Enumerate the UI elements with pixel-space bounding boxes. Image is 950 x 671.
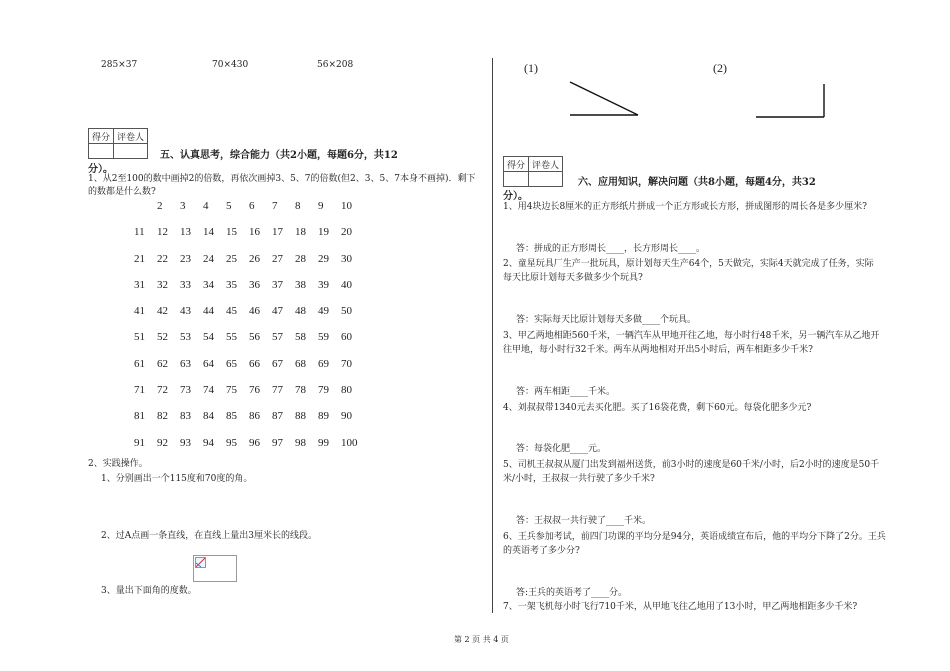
section5-q1-line1: 1、从2至100的数中画掉2的倍数，再依次画掉3、5、7的倍数(但2、3、5、7本身不画掉)．剩下 (88, 174, 476, 184)
grid-number[interactable]: 52 (157, 331, 168, 344)
grid-number[interactable]: 45 (226, 305, 237, 318)
section6-q7: 7、一架飞机每小时飞行710千米，从甲地飞往乙地用了13小时，甲乙两地相距多少千米? (503, 602, 858, 612)
grid-row (134, 253, 364, 279)
section6-q4: 4、刘叔叔带1340元去买化肥。买了16袋花费，剩下60元。每袋化肥多少元? (503, 403, 812, 413)
section6-title: 六、应用知识，解决问题（共8小题，每题4分，共32 (578, 177, 816, 188)
grid-number[interactable]: 17 (272, 226, 283, 239)
grid-number[interactable]: 82 (157, 410, 168, 423)
grid-number[interactable]: 41 (134, 305, 145, 318)
grid-row (134, 331, 364, 357)
grid-number[interactable]: 27 (272, 252, 283, 265)
grid-number[interactable]: 4 (203, 200, 209, 212)
grid-number[interactable]: 42 (157, 305, 168, 318)
grid-number[interactable]: 6 (249, 200, 255, 212)
section6-a6: 答:王兵的英语考了____分。 (516, 588, 628, 598)
page-footer: 第 2 页 共 4 页 (454, 635, 509, 644)
grid-empty-cell (134, 200, 157, 226)
grid-number[interactable]: 83 (180, 410, 191, 423)
section6-q6-line2: 的英语考了多少分? (503, 546, 580, 556)
grid-number[interactable]: 30 (341, 252, 352, 265)
grid-number[interactable]: 3 (180, 200, 186, 212)
section6-q6-line1: 6、王兵参加考试，前四门功课的平均分是94分，英语成绩宣布后，他的平均分下降了2分。王兵 (503, 532, 886, 542)
score-cell[interactable] (504, 172, 529, 187)
grid-number[interactable]: 50 (341, 305, 352, 318)
grid-number[interactable]: 85 (226, 410, 237, 423)
grid-number[interactable]: 55 (226, 331, 237, 344)
grid-number[interactable]: 54 (203, 331, 214, 344)
section6-q2-line1: 2、童星玩具厂生产一批玩具，原计划每天生产64个，5天做完，实际4天就完成了任务，实际 (503, 259, 874, 269)
grid-number[interactable]: 24 (203, 252, 214, 265)
grid-number[interactable]: 49 (318, 305, 329, 318)
grid-number[interactable]: 38 (295, 278, 306, 291)
number-grid (134, 200, 364, 463)
grid-number[interactable]: 79 (318, 384, 329, 397)
grid-number[interactable]: 25 (226, 252, 237, 265)
grid-number[interactable]: 9 (318, 200, 324, 212)
grid-number[interactable]: 51 (134, 331, 145, 344)
grid-row (134, 410, 364, 436)
grid-number[interactable]: 13 (180, 226, 191, 239)
grid-number[interactable]: 18 (295, 226, 306, 239)
angle-label-2: (2) (713, 61, 727, 75)
grid-number[interactable]: 68 (295, 357, 306, 370)
grader-label: 评卷人 (529, 157, 563, 172)
calc-item-3: 56×208 (317, 60, 354, 70)
section6-q3-line1: 3、甲乙两地相距560千米，一辆汽车从甲地开往乙地，每小时行48千米，另一辆汽车从乙地开 (503, 331, 880, 341)
grid-number[interactable]: 90 (341, 410, 352, 423)
calc-item-2: 70×430 (212, 60, 249, 70)
section5-q2-3: 3、量出下面角的度数。 (101, 586, 197, 596)
grid-number[interactable]: 12 (157, 226, 168, 239)
grid-number[interactable]: 5 (226, 200, 232, 212)
grid-number[interactable]: 33 (180, 278, 191, 291)
grid-number[interactable]: 47 (272, 305, 283, 318)
grid-number[interactable]: 48 (295, 305, 306, 318)
grid-row (134, 226, 364, 252)
grid-row (134, 305, 364, 331)
grid-number[interactable]: 66 (249, 357, 260, 370)
section5-title-cont: 分）。 (88, 164, 113, 175)
section5-q1-line2: 的数都是什么数? (88, 187, 156, 197)
grid-number[interactable]: 100 (341, 436, 358, 449)
section5-q2-2: 2、过A点画一条直线，在直线上量出3厘米长的线段。 (101, 531, 317, 541)
grid-number[interactable]: 8 (295, 200, 301, 212)
grid-number[interactable]: 56 (249, 331, 260, 344)
grid-number[interactable]: 32 (157, 278, 168, 291)
grid-number[interactable]: 7 (272, 200, 278, 212)
grid-number[interactable]: 37 (272, 278, 283, 291)
grid-number[interactable]: 65 (226, 357, 237, 370)
section6-q3-line2: 往甲地，每小时行32千米。两车从两地相对开出5小时后，两车相距多少千米? (503, 345, 814, 355)
grid-number[interactable]: 26 (249, 252, 260, 265)
grid-row (134, 200, 364, 226)
section6-a5: 答：王叔叔一共行驶了____千米。 (516, 516, 652, 526)
grid-number[interactable]: 88 (295, 410, 306, 423)
grid-number[interactable]: 97 (272, 436, 283, 449)
grid-number[interactable]: 28 (295, 252, 306, 265)
grid-number[interactable]: 96 (249, 436, 260, 449)
grid-number[interactable]: 69 (318, 357, 329, 370)
grid-number[interactable]: 10 (341, 200, 352, 212)
grid-number[interactable]: 70 (341, 357, 352, 370)
grid-number[interactable]: 76 (249, 384, 260, 397)
grid-number[interactable]: 95 (226, 436, 237, 449)
section5-title: 五、认真思考，综合能力（共2小题，每题6分，共12 (160, 150, 398, 161)
grid-number[interactable]: 99 (318, 436, 329, 449)
grid-number[interactable]: 15 (226, 226, 237, 239)
point-a-icon (195, 557, 207, 569)
grid-number[interactable]: 34 (203, 278, 214, 291)
grid-row (134, 279, 364, 305)
grid-number[interactable]: 80 (341, 384, 352, 397)
grid-number[interactable]: 74 (203, 384, 214, 397)
grid-number[interactable]: 2 (157, 200, 163, 212)
grid-number[interactable]: 91 (134, 436, 145, 449)
score-box-left (88, 128, 148, 159)
score-box-right (503, 156, 563, 187)
grid-number[interactable]: 46 (249, 305, 260, 318)
grid-number[interactable]: 84 (203, 410, 214, 423)
grid-number[interactable]: 31 (134, 278, 145, 291)
grid-number[interactable]: 73 (180, 384, 191, 397)
angle-label-1: (1) (524, 61, 538, 75)
grid-number[interactable]: 72 (157, 384, 168, 397)
section6-a1: 答：拼成的正方形周长____，长方形周长____。 (516, 244, 706, 254)
grid-number[interactable]: 87 (272, 410, 283, 423)
grid-number[interactable]: 60 (341, 331, 352, 344)
section6-q5-line1: 5、司机王叔叔从厦门出发到福州送货，前3小时的速度是60千米/小时，后2小时的速度是50千 (503, 460, 880, 470)
grid-number[interactable]: 71 (134, 384, 145, 397)
section6-q2-line2: 每天比原计划每天多做多少个玩具? (503, 273, 643, 283)
grid-number[interactable]: 43 (180, 305, 191, 318)
grid-number[interactable]: 75 (226, 384, 237, 397)
grid-number[interactable]: 21 (134, 252, 145, 265)
grid-number[interactable]: 44 (203, 305, 214, 318)
grid-number[interactable]: 20 (341, 226, 352, 239)
grid-number[interactable]: 16 (249, 226, 260, 239)
grid-number[interactable]: 61 (134, 357, 145, 370)
grid-number[interactable]: 63 (180, 357, 191, 370)
grid-number[interactable]: 19 (318, 226, 329, 239)
grid-number[interactable]: 53 (180, 331, 191, 344)
grid-number[interactable]: 58 (295, 331, 306, 344)
grid-number[interactable]: 39 (318, 278, 329, 291)
grid-number[interactable]: 35 (226, 278, 237, 291)
calc-item-1: 285×37 (101, 60, 138, 70)
grid-number[interactable]: 67 (272, 357, 283, 370)
grid-number[interactable]: 23 (180, 252, 191, 265)
grid-number[interactable]: 11 (134, 226, 145, 239)
grid-number[interactable]: 40 (341, 278, 352, 291)
grid-number[interactable]: 29 (318, 252, 329, 265)
grid-number[interactable]: 92 (157, 436, 168, 449)
grader-cell[interactable] (114, 144, 148, 159)
section6-a3: 答：两车相距____千米。 (516, 387, 616, 397)
grid-number[interactable]: 36 (249, 278, 260, 291)
grid-number[interactable]: 81 (134, 410, 145, 423)
grader-cell[interactable] (529, 172, 563, 187)
grid-row (134, 384, 364, 410)
section6-a4: 答：每袋化肥____元。 (516, 444, 607, 454)
grid-row (134, 437, 364, 463)
section5-q2: 2、实践操作。 (88, 459, 148, 469)
angle-figure-1 (568, 78, 640, 118)
grid-number[interactable]: 86 (249, 410, 260, 423)
grid-number[interactable]: 93 (180, 436, 191, 449)
grid-row (134, 358, 364, 384)
section6-q1: 1、用4块边长8厘米的正方形纸片拼成一个正方形或长方形，拼成图形的周长各是多少厘米? (503, 202, 868, 212)
score-label: 得分 (89, 129, 114, 144)
grid-number[interactable]: 22 (157, 252, 168, 265)
score-label: 得分 (504, 157, 529, 172)
grid-number[interactable]: 98 (295, 436, 306, 449)
section6-q5-line2: 米/小时，王叔叔一共行驶了多少千米? (503, 474, 655, 484)
grid-number[interactable]: 94 (203, 436, 214, 449)
grader-label: 评卷人 (114, 129, 148, 144)
grid-number[interactable]: 89 (318, 410, 329, 423)
section5-q2-1: 1、分别画出一个115度和70度的角。 (101, 474, 253, 484)
grid-number[interactable]: 59 (318, 331, 329, 344)
section6-title-cont: 分）。 (503, 191, 528, 202)
section6-a2: 答：实际每天比原计划每天多做____个玩具。 (516, 315, 697, 325)
score-cell[interactable] (89, 144, 114, 159)
grid-number[interactable]: 14 (203, 226, 214, 239)
grid-number[interactable]: 57 (272, 331, 283, 344)
grid-number[interactable]: 78 (295, 384, 306, 397)
angle-figure-2 (754, 83, 828, 121)
grid-number[interactable]: 77 (272, 384, 283, 397)
grid-number[interactable]: 62 (157, 357, 168, 370)
column-divider (492, 58, 493, 613)
grid-number[interactable]: 64 (203, 357, 214, 370)
point-a-figure (193, 555, 237, 582)
